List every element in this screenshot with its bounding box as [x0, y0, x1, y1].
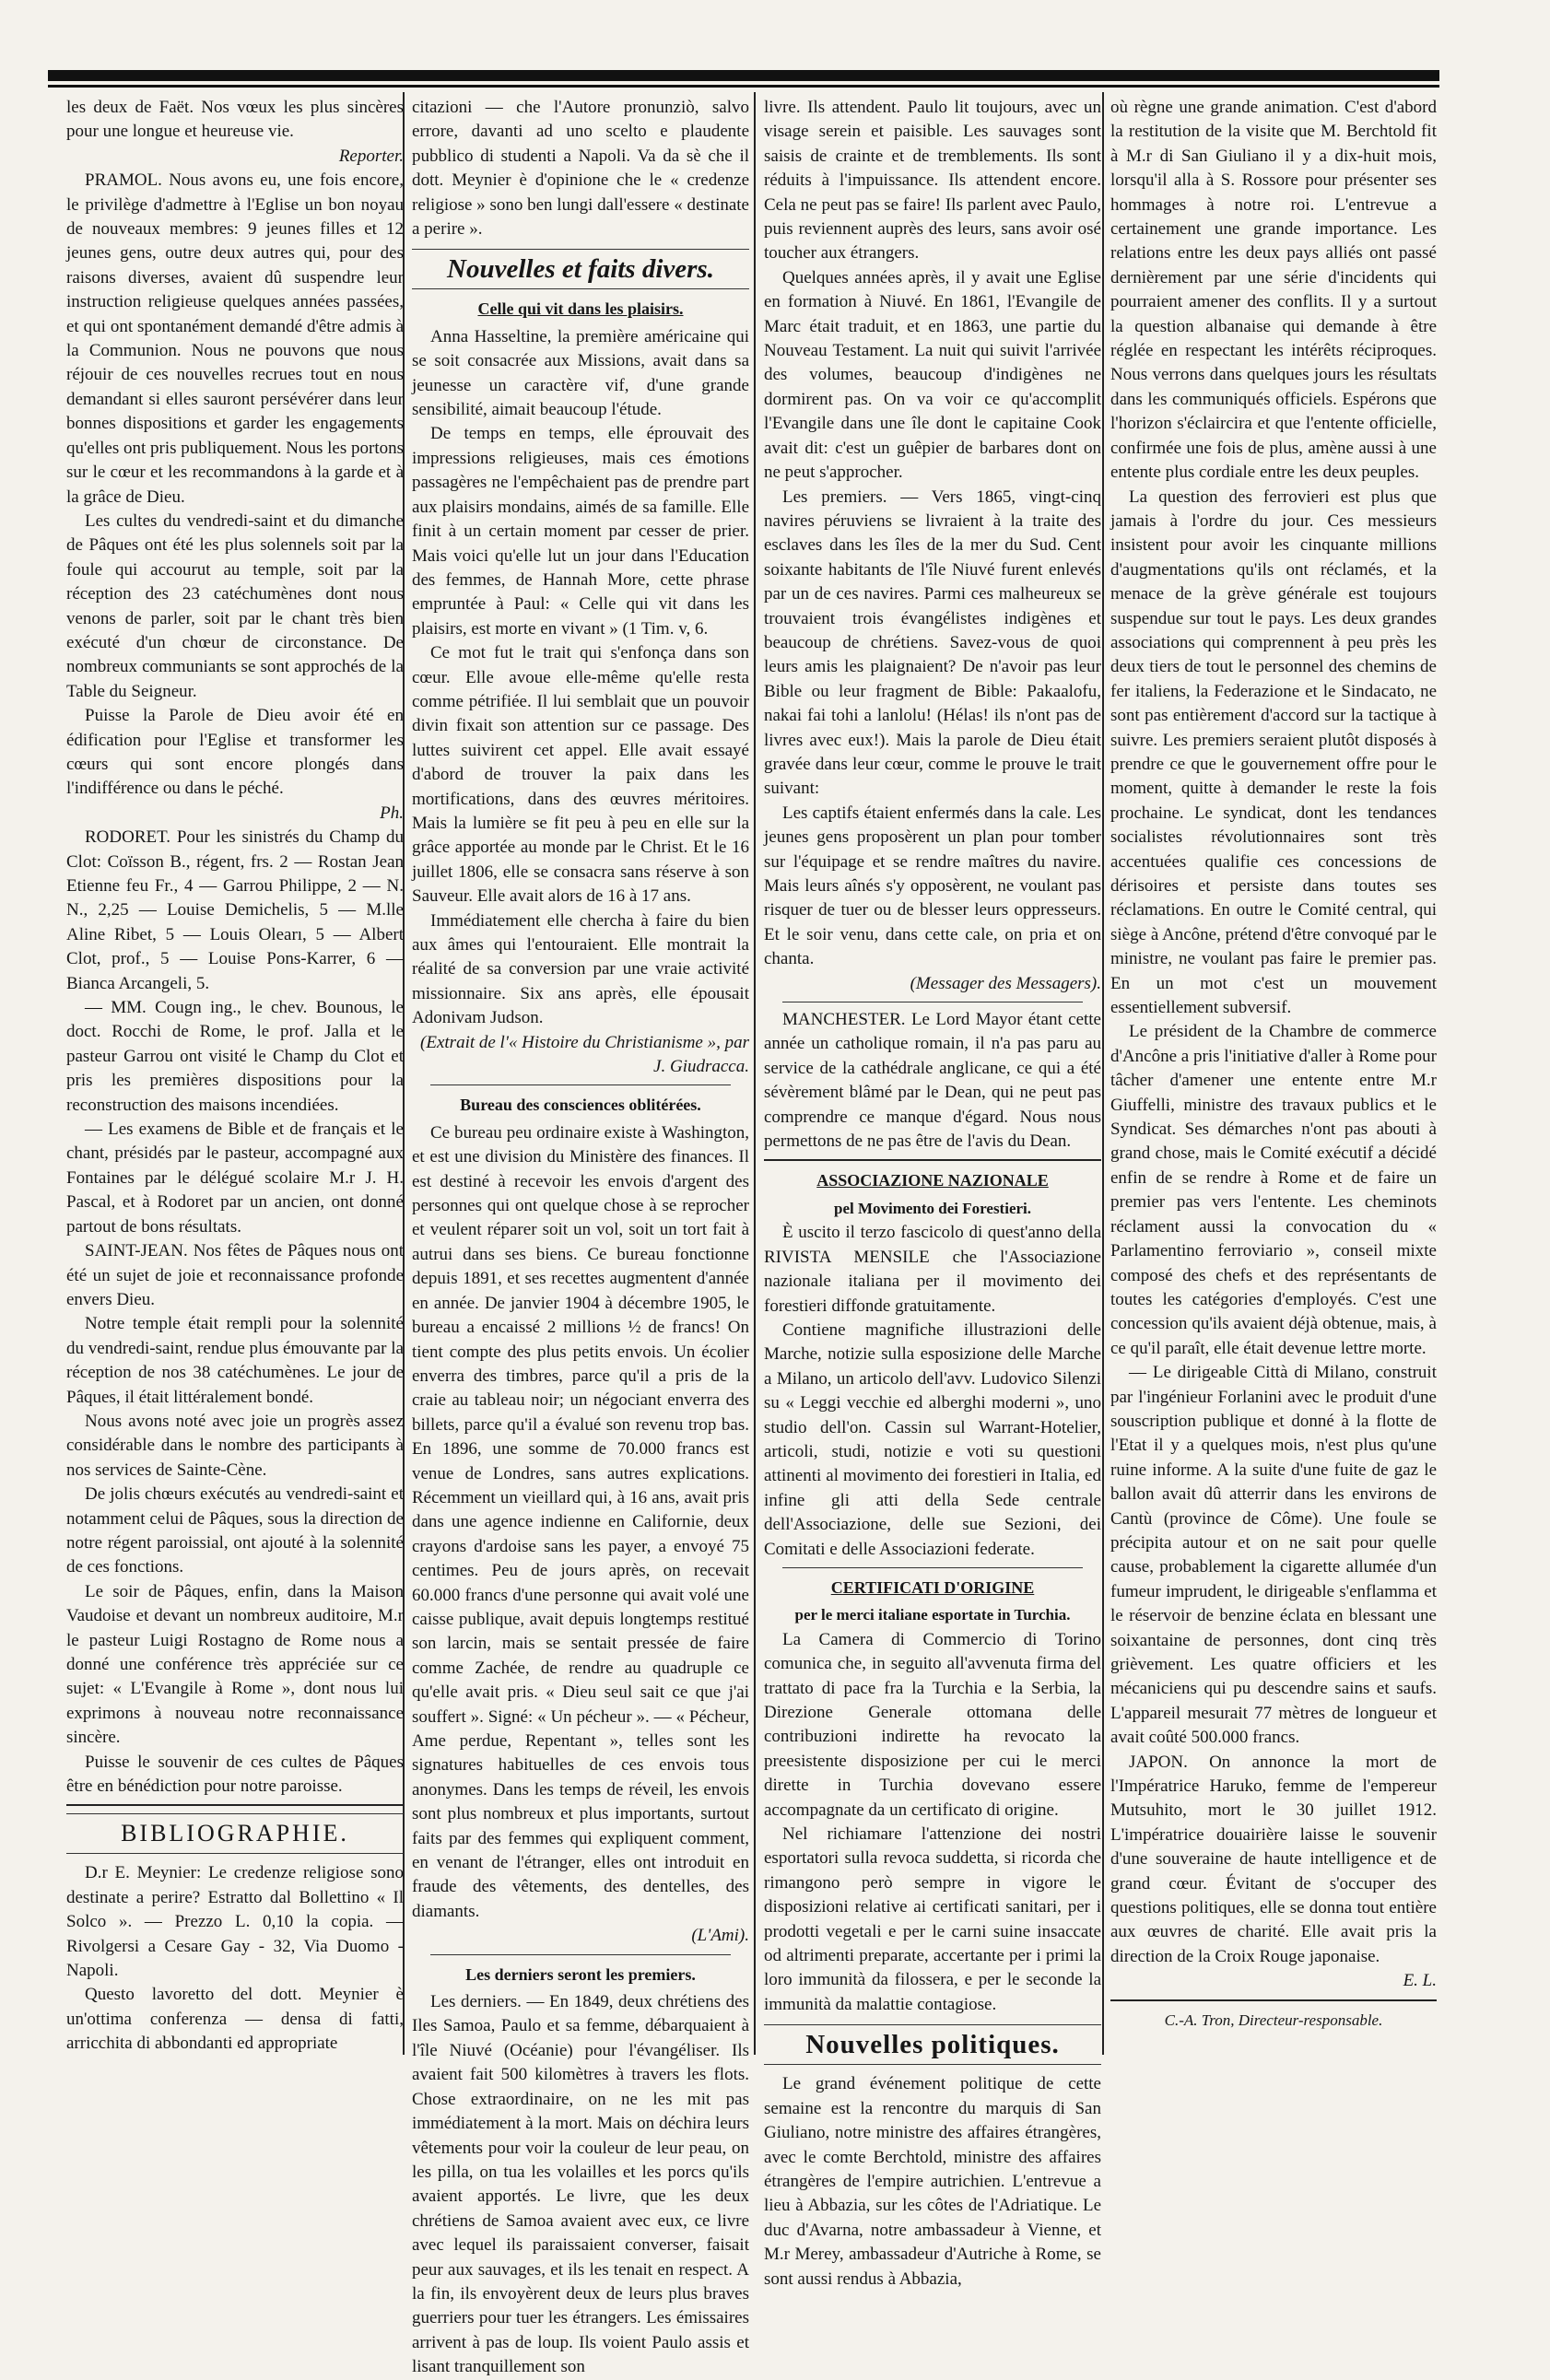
paragraph: SAINT-JEAN. Nos fêtes de Pâques nous ont été un sujet de joie et reconnaissance profonde envers Dieu.: [66, 1241, 404, 1309]
divider: [430, 1954, 731, 1955]
paragraph: — MM. Cougn ing., le chev. Bounous, le doct. Rocchi de Rome, le prof. Jalla et le pasteur Garrou ont visité le Champ du Clot et pris les premières dispositions pour la reconstruction des maisons incendiées.: [66, 998, 404, 1115]
article-heading: ASSOCIAZIONE NAZIONALE: [816, 1171, 1049, 1190]
section-title-politiques: Nouvelles politiques.: [764, 2024, 1101, 2065]
paragraph: MANCHESTER. Le Lord Mayor étant cette année un catholique romain, il n'a pas paru au service de la cathédrale anglicane, ce qui a été sévèrement blâmé par le Dean, qui ne peut pas comprendre ce manque d'égard. Nous nous permettons de ne pas être de l'avis du Dean.: [764, 1010, 1101, 1152]
editor-signature: C.-A. Tron, Directeur-responsable.: [1164, 2011, 1383, 2029]
article-heading: CERTIFICATI D'ORIGINE: [830, 1577, 1035, 1597]
divider: [782, 1567, 1083, 1568]
paragraph: RODORET. Pour les sinistrés du Champ du Clot: Coïsson B., régent, frs. 2 — Rostan Jean Etienne feu Fr., 4 — Garrou Philippe, 2 — N. N., 2,25 — Louise Demichelis, 5 — M.lle Aline Ribet, 5 — Louis Olearı, 5 — Albert Clot, prof., 5 — Louise Pons-Karrer, 6 — Bianca Arcangeli, 5.: [66, 827, 404, 993]
paragraph: Les captifs étaient enfermés dans la cale. Les jeunes gens proposèrent un plan pour tomber sur l'équipage et se rendre maîtres du navire. Mais leurs aînés s'y opposèrent, ne voulant pas risquer de tuer ou de blesser leurs oppresseurs. Et le soir venu, dans cette cale, on pria et on chanta.: [764, 803, 1101, 969]
paragraph: È uscito il terzo fascicolo di quest'anno della RIVISTA MENSILE che l'Associazione nazionale italiana per il movimento dei forestieri diffonde gratuitamente.: [764, 1223, 1101, 1316]
paragraph: Contiene magnifiche illustrazioni delle Marche, notizie sulla esposizione delle Marche a Milano, un articolo dell'avv. Ludovico Silenzi su « Leggi vecchie ed alberghi moderni », uno studio dell'on. Cassin sul Warrant-Hotelier, articoli, studi, notizie e voti su questioni attinenti al movimento dei forestieri in Italia, ed infine gli atti della Sede centrale dell'Associazione, delle sue Sezioni, dei Comitati e delle Associazioni federate.: [764, 1319, 1101, 1559]
column-3: [764, 96, 1101, 2292]
paragraph: Le président de la Chambre de commerce d'Ancône a pris l'initiative d'aller à Rome pour tâcher d'amener une entente entre M.r Giuffelli, ministre des travaux publics et le Syndicat. Ses démarches n'ont pas abouti à grand chose, mais le Comité exécutif a décidé enfin de se rendre à Rome et de faire un premier pas vers l'entente. Les cheminots réclament aussi la convocation du « Parlamentino ferroviario », conseil mixte composé des chefs et des représentants de toutes les catégories d'employés. C'est une concession qu'ils avaient déjà obtenue, mais, à ce qu'il paraît, elle était devenue lettre morte.: [1110, 1022, 1437, 1358]
paragraph: D.r E. Meynier: Le credenze religiose sono destinate a perire? Estratto dal Bollettino « Il Solco ». — Prezzo L. 0,10 la copia. — Rivolgersi a Cesare Gay - 32, Via Duomo - Napoli.: [66, 1863, 404, 1981]
article-subheading: pel Movimento dei Forestieri.: [833, 1199, 1032, 1217]
paragraph: — Les examens de Bible et de français et le chant, présidés par le pasteur, accompagné aux Fontaines par le délégué scolaire M.r J. H. Pascal, et à Rodoret par un ancien, ont donné partout de bons résultats.: [66, 1120, 404, 1237]
article-heading: Celle qui vit dans les plaisirs.: [477, 299, 684, 319]
paragraph: Quelques années après, il y avait une Eglise en formation à Niuvé. En 1861, l'Evangile de Marc était traduit, et en 1863, une partie du Nouveau Testament. La nuit qui suivit l'arrivée des volumes, beaucoup d'indigènes ne dormirent pas. On va voir ce qu'accomplit l'Evangile dans une île dont le capitaine Cook avait dit: c'est un guêpier de barbares dont on ne peut s'approcher.: [764, 267, 1101, 483]
paragraph: La Camera di Commercio di Torino comunica che, in seguito all'avvenuta firma del trattato di pace fra la Turchia e la Serbia, la Direzione Generale ottomana delle contribuzioni indirette ha revocato la preesistente disposizione per cui le merci dirette in Turchia dovevano essere accompagnate da un certificato di origine.: [764, 1629, 1101, 1820]
paragraph: où règne une grande animation. C'est d'abord la restitution de la visite que M. Berchtold fit à M.r di San Giuliano il y a dix-huit mois, lorsqu'il alla à S. Rossore pour présenter ses hommages à notre roi. L'entrevue a certainement une grande importance. Les relations entre les deux pays alliés ont passé dernièrement par une série d'incidents qui pourraient amener des conflits. Il y a surtout la question albanaise qui demande à être réglée en respectant les intérêts réciproques. Nous verrons dans quelques jours les résultats dans les communiqués officiels. Espérons que l'horizon s'éclaircira et que l'entente officielle, confirmée une fois de plus, amène aussi à une entente plus cordiale entre les deux peuples.: [1110, 98, 1437, 483]
paragraph: Les cultes du vendredi-saint et du dimanche de Pâques ont été les plus solennels soit par la foule qui accourut au temple, soit par la réception des 23 catéchumènes dont nous venons de parler, soit par le chant très bien exécuté d'un chœur de circonstance. De nombreux communiants se sont approchés de la Table du Seigneur.: [66, 510, 404, 701]
section-title-nouvelles: Nouvelles et faits divers.: [412, 249, 749, 289]
paragraph: Les derniers. — En 1849, deux chrétiens des Iles Samoa, Paulo et sa femme, débarquaient à l'île Niuvé (Océanie) pour l'évangéliser. Ils avaient fait 500 kilomètres à travers les flots. Chose extraordinaire, on ne les mit pas immédiatement à la mort. Mais on déchira leurs vêtements pour voir la couleur de leur peau, on les pilla, on tua les volailles et les porcs qu'ils avaient apportés. Le livre, que les deux chrétiens de Samoa avaient avec eux, ce livre avec lequel ils paraissaient converser, faisait peur aux sauvages, et ils les tenait en respect. A la fin, ils envoyèrent deux de leurs plus braves guerriers pour tuer les étrangers. Les émissaires arrivent à pas de loup. Ils voient Paulo assis et lisant tranquillement son: [412, 1992, 749, 2377]
paragraph: PRAMOL. Nous avons eu, une fois encore, le privilège d'admettre à l'Eglise un bon noyau de nouveaux membres: 9 jeunes filles et 12 jeunes gens, outre deux autres qui, pour des raisons diverses, avaient dû suspendre leur instruction religieuse quelques années passées, et qui ont spontanément demandé d'être admis à la Communion. Nous ne pouvons que nous réjouir de ces nouvelles recrues tout en nous demandant si elles sauront persévérer dans leur bonnes dispositions et garder les engagements qu'elles ont pris publiquement. Nous les portons sur le cœur et les recommandons à la garde et à la grâce de Dieu.: [66, 170, 404, 507]
section-title-bibliography: BIBLIOGRAPHIE.: [66, 1813, 404, 1854]
column-4: [1110, 96, 1437, 2033]
paragraph: Nous avons noté avec joie un progrès assez considérable dans le nombre des participants à nos services de Sainte-Cène.: [66, 1411, 404, 1480]
paragraph: Puisse la Parole de Dieu avoir été en édification pour l'Eglise et transformer les cœurs qui sont encore plongés dans l'indifférence ou dans le péché.: [66, 706, 404, 799]
top-rule-thin: [48, 85, 1439, 88]
paragraph: La question des ferrovieri est plus que jamais à l'ordre du jour. Ces messieurs insistent pour avoir les cinquante millions d'augmentations qu'ils ont réclamés, et la menace de la grève générale est toujours suspendue sur tout le pays. Les deux grandes associations qui comprennent à peu près les deux tiers de tout le personnel des chemins de fer italiens, la Federazione et le Sindacato, ne sont pas entièrement d'accord sur la tactique à suivre. Les premiers seraient plutôt disposés à prendre ce que le gouvernement offre pour le moment, quitte à demander le reste la fois prochaine. Le syndicat, dont les tendances socialistes révolutionnaires sont très accentuées qualifie ces concessions de dérisoires et persiste dans toutes ses réclamations. En outre le Comité central, qui siège à Ancône, prétend d'être convoqué par le ministre, ne voulant pas faire le premier pas. En un mot c'est un mouvement essentiellement subversif.: [1110, 487, 1437, 1018]
paragraph: Le soir de Pâques, enfin, dans la Maison Vaudoise et devant un nombreux auditoire, M.r le pasteur Luigi Rostagno de Rome nous a donné une conférence très appréciée sur ce sujet: « L'Evangile à Rome », dont nous lui exprimons à nouveau notre reconnaissance sincère.: [66, 1581, 404, 1748]
article-subheading: per le merci italiane esportate in Turchia.: [794, 1606, 1071, 1624]
paragraph: livre. Ils attendent. Paulo lit toujours, avec un visage serein et paisible. Les sauvages sont saisis de crainte et de tremblements. Ils sont réduits à l'impuissance. Ils attendent encore. Cela ne peut pas se faire! Ils parlent avec Paulo, puis reviennent auprès des leurs, sans avoir osé toucher aux étrangers.: [764, 98, 1101, 264]
divider: [1110, 1999, 1437, 2001]
divider: [66, 1804, 404, 1806]
source-citation: (L'Ami).: [691, 1926, 749, 1946]
column-1: [66, 96, 404, 2057]
paragraph: De jolis chœurs exécutés au vendredi-saint et notamment celui de Pâques, sous la direction de notre régent paroissial, ont ajouté à la solennité de ces fonctions.: [66, 1484, 404, 1577]
article-heading: Les derniers seront les premiers.: [465, 1964, 696, 1984]
divider: [430, 1084, 731, 1085]
paragraph: Ce mot fut le trait qui s'enfonça dans son cœur. Elle avoue elle-même qu'elle resta comme pétrifiée. Il lui semblait que un pouvoir divin fixait son attention sur ce passage. Des luttes suivirent cet appel. Elle avait essayé d'abord de trouver la paix dans les mortifications, dans des œuvres méritoires. Mais la lumière se fit peu à peu en elle sur la grâce apportée au monde par le Christ. Et le 16 juillet 1806, elle se consacra sans réserve à son Sauveur. Elle avait alors de 16 à 17 ans.: [412, 643, 749, 907]
paragraph: Immédiatement elle chercha à faire du bien aux âmes qui l'entouraient. Elle montrait la réalité de sa conversion par une vraie activité missionnaire. Six ans après, elle épousait Adonivam Judson.: [412, 910, 749, 1028]
paragraph: Nel richiamare l'attenzione dei nostri esportatori sulla revoca suddetta, si ricorda che rimangono però sempre in vigore le disposizioni relative ai certificati sanitari, per i prodotti vegetali e per le carni suine insaccate od altrimenti preparate, accertante per i primi la loro immunità da filossera, e per le seconde la immunità da malattie contagiose.: [764, 1824, 1101, 2014]
source-citation: (Messager des Messagers).: [910, 973, 1101, 993]
paragraph: De temps en temps, elle éprouvait des impressions religieuses, mais ces émotions passagères ne l'empêchaient pas de prendre part aux plaisirs mondains, aimés de sa famille. Elle finit à un certain moment par cesser de prier. Mais voici qu'elle lut un jour dans l'Education des femmes, de Hannah More, cette phrase empruntée à Paul: « Celle qui vit dans les plaisirs, est morte en vivant » (1 Tim. v, 6.: [412, 424, 749, 639]
paragraph: Questo lavoretto del dott. Meynier è un'ottima conferenza — densa di fatti, arricchita di abbondanti ed appropriate: [66, 1985, 404, 2054]
signature: Ph.: [380, 803, 404, 823]
paragraph: Puisse le souvenir de ces cultes de Pâques être en bénédiction pour notre paroisse.: [66, 1752, 404, 1797]
paragraph: les deux de Faët. Nos vœux les plus sincères pour une longue et heureuse vie.: [66, 98, 404, 142]
paragraph: Ce bureau peu ordinaire existe à Washington, et est une division du Ministère des finances. Il est destiné à recevoir les envois d'argent des personnes qui ont quelque chose à se reprocher et veulent réparer soit un vol, soit un tort fait à autrui dans ses biens. Ce bureau fonctionne depuis 1891, et ses recettes augmentent d'année en année. De janvier 1904 à décembre 1905, le bureau a encaissé 2 millions ½ de francs! On tient compte des plus petits envois. Un écolier enverra des timbres, parce qu'il a pris de la craie au tableau noir; un négociant enverra des billets, parce qu'il a évalué son revenu trop bas. En 1896, une somme de 70.000 francs est venue de Londres, sans autres explications. Récemment un vieillard qui, à 16 ans, avait pris dans une agence indienne en Californie, deux crayons d'ardoise sans les payer, a envoyé 75 centimes. Peu de jours après, on recevait 60.000 francs d'une personne qui avait volé une caisse publique, avait depuis longtemps restitué son larcin, mais se sentait pressée de faire comme Zachée, de rendre au quadruple ce qu'elle avait pris. « Dieu seul sait ce que j'ai souffert ». Signé: « Un pécheur ». — « Pécheur, Ame perdue, Repentant », telles sont les signatures habituelles de ces envois tous anonymes. Dans les temps de réveil, les envois sont plus nombreux et plus importants, surtout faits par des femmes qui expliquent comment, en venant de l'étranger, elles ont introduit en fraude des vêtements, des dentelles, des diamants.: [412, 1122, 749, 1921]
column-separator: [1102, 92, 1104, 2055]
paragraph: — Le dirigeable Città di Milano, construit par l'ingénieur Forlanini avec le produit d'une souscription publique et donné à la flotte de l'Etat il y a quelques mois, n'est plus qu'une ruine informe. A la suite d'une fuite de gaz le ballon avait dû atterrir dans les environs de Cantù (province de Côme). Une foule se précipita autour et on ne sait pour quelle cause, probablement la cigarette allumée d'un fumeur imprudent, le dirigeable s'enflamma et le réservoir de benzine éclata en blessant une soixantaine de personnes, dont cinq très grièvement. Les quatre officiers et les mécaniciens qui pu descendre sains et saufs. L'appareil mesurait 77 mètres de longueur et avait coûté 500.000 francs.: [1110, 1363, 1437, 1748]
paragraph: Les premiers. — Vers 1865, vingt-cinq navires péruviens se livraient à la traite des esclaves dans les îles de la mer du Sud. Cent soixante habitants de l'île Niuvé furent enlevés par un de ces navires. Parmi ces malheureux se trouvaient trois évangélistes indigènes et beaucoup de chrétiens. Savez-vous de quoi leurs amis les plaignaient? De n'avoir pas leur Bible ou leur fragment de Bible: Pakaalofu, nakai fai tohi a lanlolu! (Hélas! ils n'ont pas de livres avec eux!). Mais la parole de Dieu était gravée dans leur cœur, comme le prouve le trait suivant:: [764, 487, 1101, 799]
paragraph: citazioni — che l'Autore pronunziò, salvo errore, davanti ad uno scelto e plaudente pubblico di studenti a Napoli. Va da sè che il dott. Meynier è d'opinione che le « credenze religiose » sono ben lungi dall'essere « destinate a perire ».: [412, 98, 749, 240]
signature: E. L.: [1403, 1971, 1437, 1991]
article-heading: Bureau des consciences oblitérées.: [460, 1096, 701, 1115]
paragraph: Notre temple était rempli pour la solennité du vendredi-saint, rendue plus émouvante par la réception de nos 38 catéchumènes. Le jour de Pâques, il était littéralement bondé.: [66, 1314, 404, 1407]
source-citation: (Extrait de l'« Histoire du Christianisme », par J. Giudracca.: [420, 1032, 749, 1077]
paragraph: JAPON. On annonce la mort de l'Impératrice Haruko, femme de l'empereur Mutsuhito, mort le 30 juillet 1912. L'impératrice douairière laisse le souvenir d'une souveraine de haute intelligence et de grand cœur. Évitant de s'occuper des questions politiques, elle se donna tout entière aux œuvres de charité. Elle avait pris la direction de la Croix Rouge japonaise.: [1110, 1752, 1437, 1966]
divider: [764, 1159, 1101, 1161]
paragraph: Anna Hasseltine, la première américaine qui se soit consacrée aux Missions, avait dans sa jeunesse un caractère vif, d'une grande sensibilité, aimait beaucoup l'étude.: [412, 326, 749, 420]
paragraph: Le grand événement politique de cette semaine est la rencontre du marquis di San Giuliano, notre ministre des affaires étrangères, avec le comte Berchtold, ministre des affaires étrangères de l'empire autrichien. L'entrevue a lieu à Abbazia, sur les côtes de l'Adriatique. Le duc d'Avarna, notre ambassadeur à Vienne, et M.r Merey, ambassadeur d'Autriche à Rome, se sont aussi rendus à Abbazia,: [764, 2074, 1101, 2289]
column-2: [412, 96, 749, 2380]
top-rule: [48, 70, 1439, 81]
signature: Reporter.: [338, 146, 404, 166]
column-separator: [754, 92, 756, 2055]
